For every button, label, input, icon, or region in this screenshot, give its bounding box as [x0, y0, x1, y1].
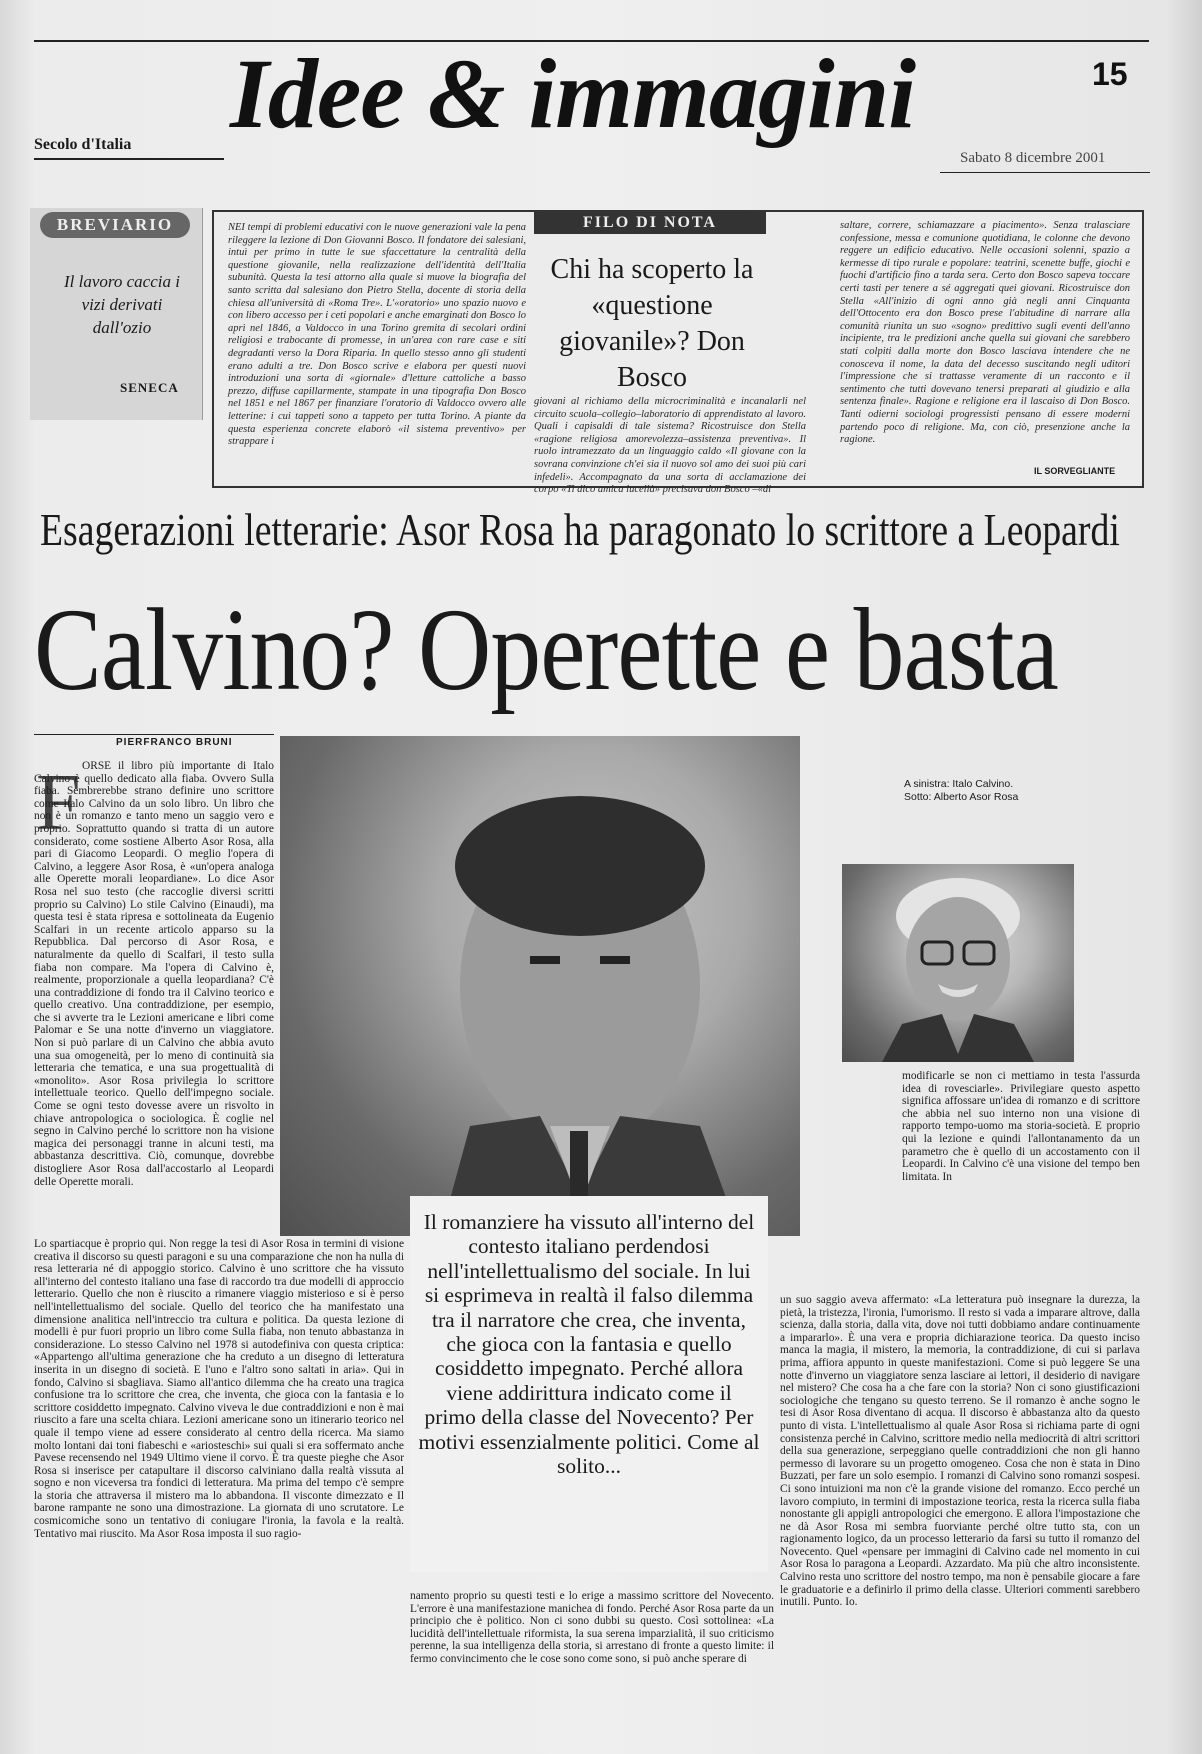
filo-column-3: saltare, correre, schiamazzare a piacimento». Senza tralasciare confessione, messa e comunione quotidiana, le colonne che devono reggere un edificio educativo. Nelle occasioni solenni, spazio a kermesse di tipo rurale e popolare: teatrini, scenette buffe, giochi e fuochi d'artificio fino a tarda sera. Certo don Bosco sapeva toccare certi tasti per tenere a sé aggregati quei giovani. Ricostruisce don Stella «All'inizio di ogni anno già negli anni Cinquanta dell'Ottocento era don Bosco prese l'abitudine di narrare alla comunità riunita un suo «sogno» predittivo sugli eventi dell'anno incipiente, tra le predizioni anche quella sui giovani che sarebbero stati colpiti dalla morte don Bosco lasciava intendere che ne conosceva il nome, la data del decesso suscitando negli uditori l'impressione che si trattasse veramente di un racconto e il sentimento che tutti dovevano tenersi preparati al giudizio e alla sentenza finale». Ragione e religione era il lascaiso di Don Bosco. Tanti odierni sociologi progressisti pensano di essere moderni partendo poco di religione. Ma, con ciò, presenzione anche la ragione. — [840, 220, 1130, 446]
byline: PIERFRANCO BRUNI — [116, 737, 233, 748]
column-2: namento proprio su questi testi e lo erige a massimo scrittore del Novecento. L'errore è una manifestazione manichea di fondo. Perché Asor Rosa parte da un principio che è politico. Non ci sono dubbi su questo. Così sottolinea: «La lucidità dell'intellettuale riformista, la sua serena imparzialità, il suo criticismo perenne, la sua intelligenza della storia, si arrestano di fronte a questo limite: il fermo convincimento che le cose sono come sono, si può anche sperare di — [410, 1590, 774, 1665]
section-title: Idee & immagini — [230, 38, 915, 149]
byline-rule — [34, 734, 274, 735]
photo-caption: A sinistra: Italo Calvino. Sotto: Alberto Asor Rosa — [904, 778, 1019, 803]
breviario-tag: BREVIARIO — [40, 212, 190, 238]
breviario-quote: Il lavoro caccia i vizi derivati dall'ozio — [64, 272, 180, 337]
italo-calvino-photo — [280, 736, 800, 1236]
pullquote: Il romanziere ha vissuto all'interno del contesto italiano perdendosi nell'intellettualismo del sociale. In lui si esprimeva in realtà il falso dilemma tra il narratore che crea, che inventa, che gioca con la fantasia e quello cosiddetto impegnato. Perché allora viene addirittura indicato come il primo della classe del Novecento? Per motivi essenzialmente politici. Come al solito... — [418, 1210, 760, 1479]
alberto-asor-rosa-photo — [842, 864, 1074, 1062]
article-kicker: Esagerazioni letterarie: Asor Rosa ha paragonato lo scrittore a Leopardi — [40, 504, 1120, 555]
paper-name: Secolo d'Italia — [34, 136, 132, 153]
column-3-top: modificarle se non ci mettiamo in testa l'assurda idea di rovesciarle». Privilegiare questo aspetto significa affossare un'idea di romanzo e di scrittore che abbia nel suo interno non una visione di rapporto tempo-uomo ma storia-società. E proprio qui la lezione e quindi l'allontanamento da un parametro che è quello di un accostamento con il Leopardi. In Calvino c'è una visione del tempo ben limitata. In — [902, 1070, 1140, 1183]
filo-column-2: giovani al richiamo della microcriminalità e incanalarli nel circuito scuola–collegio–laboratorio di apprendistato al lavoro. Quali i capisaldi di tale sistema? Ricostruisce don Stella «ragione religiosa amorevolezza–assistenza preventiva». Il ruolo intramezzato da un linguaggio caldo «Il giovane con la sovrana convinzione ch'ei sia il nuovo sol amo dei suoi più cari infedeli». Accompagnato da una sorta di acclamazione dei corpo «Ti dico amica lucellà» precisava don Bosco –«di — [534, 396, 806, 496]
column-3-bottom: un suo saggio aveva affermato: «La letteratura può insegnare la durezza, la pietà, la tristezza, l'ironia, l'umorismo. Il resto si vada a imparare altrove, dalla scienza, dalla storia, dalla vita, dove noi tutti dobbiamo andare continuamente a impararlo». È una vera e propria dichiarazione teorica. Da questo inciso manca la magia, il mistero, la memoria, la contraddizione, di cui si parlava prima, affiora appunto in queste manifestazioni. Come si può leggere Se una notte d'inverno un viaggiatore senza lasciare ai lettori, il desiderio di navigare nel mistero? Che cosa ha a che fare con la storia? Non ci sono giustificazioni sociologiche che tengano su questo terreno. Se il romanzo è anche sogno le tesi di Asor Rosa diventano di acqua. Il discorso è abbastanza alto da questo punto di vista. L'intellettualismo al quale Asor Rosa si richiama parte di ogni consistenza perché in Calvino, scrittore medio nella mediocrità di altri scrittori della sua generazione, serpeggiano quelle contraddizioni che non gli hanno permesso di lavorare su un progetto omogeneo. Cosa che non è stata in Dino Buzzati, per fare un solo esempio. I romanzi di Calvino sono romanzi sospesi. Ci sono intuizioni ma non c'è la grande visione del romanzo. Ecco perché un lavoro compiuto, in termini di impostazione teorica, resta la ricerca sulla fiaba nonostante gli appigli antropologici che emergono. E allora l'impostazione che ne dà Asor Rosa mi sembra fuorviante perché oltre tutto sta, con un ragionamento logico, da un processo letterario da farsi su tutto il romanzo del Novecento. Quel «pensare per immagini di Calvino cade nel momento in cui Asor Rosa lo paragona a Leopardi. Azzardato. Ma più che altro inconsistente. Calvino resta uno scrittore del nostro tempo, ma non è pensabile giocare a fare le graduatorie e a definirlo il primo della classe. Ulteriori commenti sarebbero inutili. Punto. Io. — [780, 1294, 1140, 1609]
filo-column-1: NEI tempi di problemi educativi con le nuove generazioni vale la pena rileggere la lezione di Don Giovanni Bosco. Il fondatore dei salesiani, intuì per primo in tutte le sue sfaccettature la centralità della questione giovanile, nella realizzazione dell'identità dell'Italia subunità. Questa la tesi attorno alla quale si muove la biografia del santo scritta dal salesiano don Pietro Stella, docente di storia della chiesa all'università di «Roma Tre». L'«oratorio» uno spazio nuovo e con libero accesso per i ceti popolari e anche emarginati don Bosco lo aprì nel 1846, a Valdocco in una Torino gremita di secolari ordini religiosi e trabocante di promesse, in un'area con rare case e siti degradanti verso la Dora Riparia. In quello stesso anno gli studenti erano adulti a tre. Don Bosco scrive e elabora per questi nuovi introduzioni una sorta di «giornale» d'letture cattoliche a basso prezzo, diffuse capillarmente, stampate in una tipografia Don Bosco nel 1851 e nel 1867 per finanziare l'oratorio di Valdocco ovvero alle letterine: i cui tappeti sono a tappeto per tutta Torino. A piante da questa esperienza concrete elaborò «il sistema preventivo» per strappare i — [228, 222, 526, 448]
filo-di-nota-tag: FILO DI NOTA — [534, 212, 766, 234]
drop-cap: F — [36, 759, 81, 847]
column-1-bottom: Lo spartiacque è proprio qui. Non regge la tesi di Asor Rosa in termini di visione creativa il discorso su questi paragoni e su una comparazione che non ha nulla di resa letteraria né di appoggio storico. Calvino è uno scrittore che ha vissuto all'interno del contesto italiano una fase di raccordo tra due modelli di approccio letterario. Quello che non è riuscito a rimanere viaggio misterioso e si è perso nell'intellettualismo del sociale. Quello del teorico che ha manifestato una dimensione analitica nell'intreccio tra cultura e politica. Da questa lezione di modelli è pur fuori proprio un libro come Sulla fiaba, non tenuto abbastanza in considerazione. Lo stesso Calvino nel 1978 si autodefiniva con questa criptica: «Appartengo all'ultima generazione che ha creduto a un disegno di letteratura inserita in un disegno di società. E l'uno e l'altro sono saltati in aria». Qui in fondo, Calvino si sbagliava. Siamo all'antico dilemma che ha creato una tragica confusione tra lo scrittore che crea, che inventa, che gioca con la fantasia e lo scrittore cosiddetto impegnato. Calvino viveva le due contraddizioni e non è mai riuscito a fare una scelta chiara. Lezioni americane sono un itinerario teorico nel quale il tempo viene ad essere considerato al centro della ricerca. Ma siamo molto lontani dai toni fiabeschi e «ariosteschi» sui quali si era soffermato anche Pavese recensendo nel 1949 Ultimo viene il corvo. È tra queste pieghe che Asor Rosa si inserisce per catapultare il discorso calviniano dalla realtà vissuta al sogno e non viceversa tra fondici di letteratura. Ma prima del tempo c'è sempre la storia che attraversa il mistero ma lo abbandona. Il visconte dimezzato e Il barone rampante ne sono una dimostrazione. La giornata di uno scrutatore. Le cosmicomiche sono un tentativo di coniugare l'ironia, la favola e la realtà. Tentativo mai riuscito. Ma Asor Rosa imposta il suo ragio- — [34, 1238, 404, 1540]
article-title: Calvino? Operette e basta — [34, 584, 1058, 715]
masthead-rule-right — [940, 172, 1150, 173]
column-1-top: ORSE il libro più importante di Italo Calvino è quello dedicato alla fiaba. Ovvero Sulla fiaba. Sembrerebbe strano definire uno scrittore come Italo Calvino da un solo libro. Un libro che non è un romanzo e tanto meno un saggio vero e proprio. Soprattutto quando si tratta di un autore considerato, come sostiene Alberto Asor Rosa, alla pari di Giacomo Leopardi. O meglio l'opera di Calvino, a leggere Asor Rosa, è «un'opera analoga alle Operette morali leopardiane». Lo dice Asor Rosa nel suo testo (che raccoglie diversi scritti proprio su Calvino) Lo stile Calvino (Einaudi), ma questa tesi è stata ripresa e sottolineata da Eugenio Scalfari in un recente articolo apparso su la Repubblica. Dal percorso di Asor Rosa, e naturalmente da quello di Scalfari, il testo sulla fiaba non compare. Ma l'opera di Calvino è, realmente, proporzionale a quella leopardiana? C'è una contraddizione di fondo tra il Calvino teorico e quello creativo. Una contraddizione, per esempio, che si avverte tra le Lezioni americane e libri come Palomar e Se una notte d'inverno un viaggiatore. Non si può parlare di un Calvino che abbia avuto una sua omogeneità, per lo meno di continuità sia letteraria che tematica, e una sua progettualità di «monolito». Asor Rosa privilegia lo scrittore intellettuale teorico. Quello dell'impegno sociale. Come se ogni testo dovesse avere un risvolto in chiave antropologica o sociologica. È coglie nel segno in Calvino perché lo scrittore non ha visione magica dei personaggi tranne in alcuni testi, ma abbastanza descrittiva. Ciò, comunque, dovrebbe distogliere Asor Rosa dall'accostarlo al Leopardi delle Operette morali. — [34, 760, 274, 1188]
breviario-author: SENECA — [120, 380, 179, 395]
calvino-portrait-illustration — [280, 736, 800, 1236]
publication-date: Sabato 8 dicembre 2001 — [960, 150, 1106, 166]
page-number: 15 — [1092, 56, 1128, 92]
filo-signature: IL SORVEGLIANTE — [1034, 466, 1116, 476]
asor-rosa-portrait-illustration — [842, 864, 1074, 1062]
filo-headline: Chi ha scoperto la «questione giovanile»? Don Bosco — [550, 254, 754, 393]
masthead-rule-left — [34, 158, 224, 160]
